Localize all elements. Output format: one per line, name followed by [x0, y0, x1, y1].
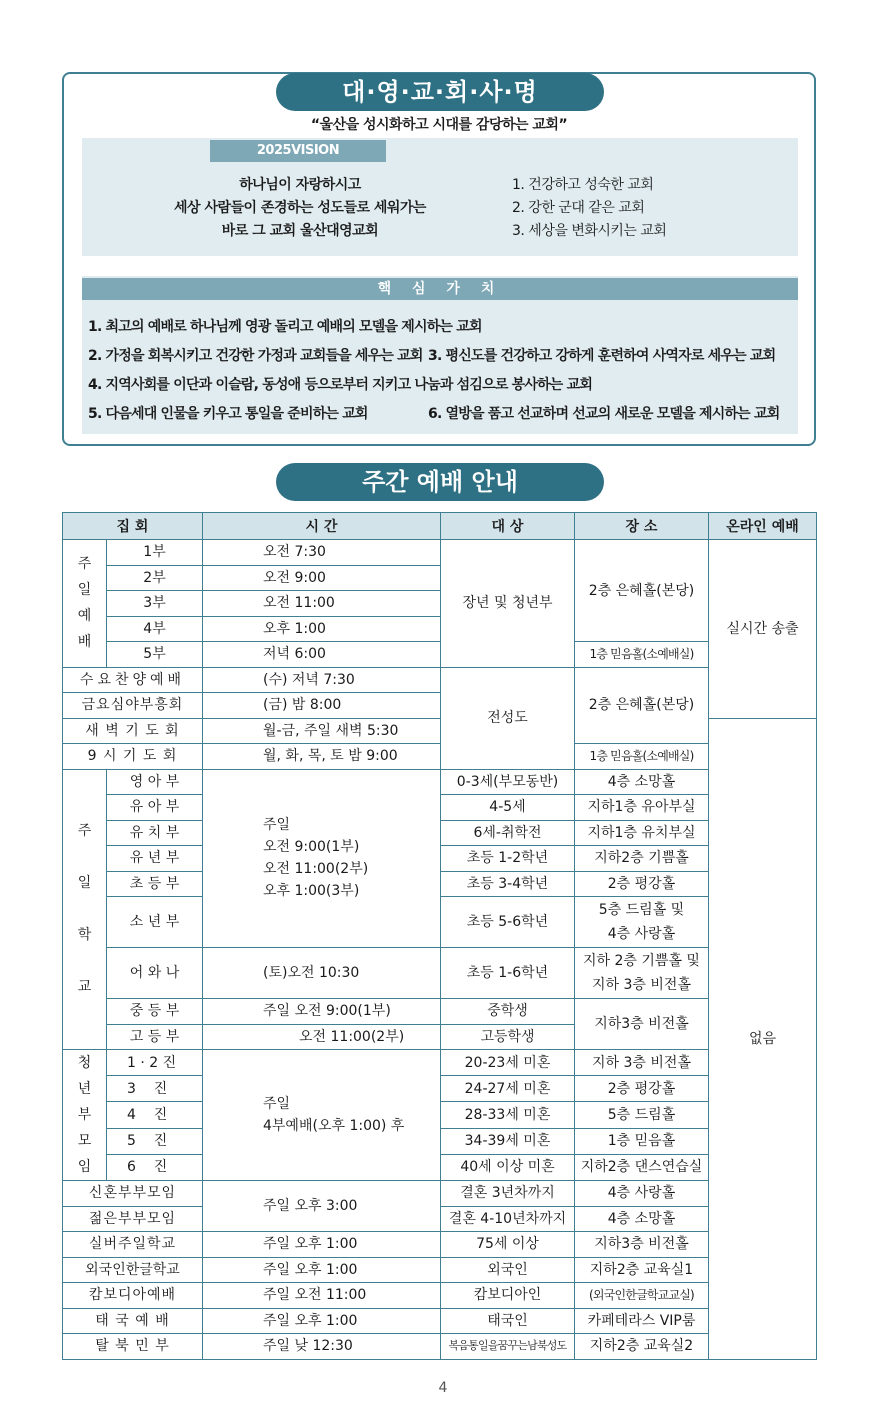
youth-name: 6 진 — [107, 1154, 203, 1180]
core-value: 2. 가정을 회복시키고 건강한 가정과 교회들을 세우는 교회 — [88, 348, 423, 364]
meeting-name: 태 국 예 배 — [63, 1308, 203, 1334]
vision-goal: 3. 세상을 변화시키는 교회 — [512, 223, 667, 239]
service-target: 전성도 — [441, 667, 575, 769]
core-value: 4. 지역사회를 이단과 이슬람, 동성애 등으로부터 지키고 나눔과 섬김으로 봉사하는 교회 — [88, 377, 593, 393]
core-values-title: 핵 심 가 치 — [82, 278, 798, 300]
vision-goals — [512, 174, 666, 243]
department-target: 고등학생 — [441, 1024, 575, 1050]
core-value: 6. 열방을 품고 선교하며 선교의 새로운 모델을 제시하는 교회 — [428, 406, 780, 422]
meeting-target: 외국인 — [441, 1257, 575, 1283]
core-value: 1. 최고의 예배로 하나님께 영광 돌리고 예배의 모델을 제시하는 교회 — [88, 319, 482, 335]
department-target: 중학생 — [441, 999, 575, 1025]
youth-place: 지하 3층 비전홀 — [575, 1050, 709, 1076]
department-place: 2층 평강홀 — [575, 871, 709, 897]
vision-line: 세상 사람들이 존경하는 성도들로 세워가는 — [174, 200, 426, 216]
online-none: 없음 — [709, 718, 817, 1359]
table-row — [63, 1232, 817, 1258]
service-name: 5부 — [107, 642, 203, 668]
meeting-name: 실버주일학교 — [63, 1232, 203, 1258]
table-row — [63, 1283, 817, 1309]
place-line: 4층 사랑홀 — [607, 926, 676, 942]
service-name: 수요찬양예배 — [63, 667, 203, 693]
meeting-name: 캄보디아예배 — [63, 1283, 203, 1309]
vision-statement — [150, 174, 450, 243]
meeting-time: 주일 오후 1:00 — [203, 1257, 441, 1283]
department-target: 초등 5-6학년 — [441, 897, 575, 948]
service-time: 오전 9:00 — [203, 565, 441, 591]
meeting-target: 75세 이상 — [441, 1232, 575, 1258]
department-name: 소 년 부 — [107, 897, 203, 948]
meeting-target: 태국인 — [441, 1308, 575, 1334]
department-place: 지하3층 비전홀 — [575, 999, 709, 1050]
department-place: 4층 소망홀 — [575, 769, 709, 795]
youth-group — [63, 1050, 107, 1181]
table-row — [63, 999, 817, 1025]
youth-time — [203, 1050, 441, 1181]
vision-tag: 2025VISION — [210, 140, 386, 162]
service-name: 9 시 기 도 회 — [63, 744, 203, 770]
service-name: 2부 — [107, 565, 203, 591]
service-time: 저녁 6:00 — [203, 642, 441, 668]
service-time: 월, 화, 목, 토 밤 9:00 — [203, 744, 441, 770]
worship-schedule-table — [62, 512, 817, 1360]
service-name: 3부 — [107, 591, 203, 617]
time-line: 오전 11:00(2부) — [263, 861, 369, 878]
page-number: 4 — [438, 1380, 448, 1396]
department-name: 중 등 부 — [107, 999, 203, 1025]
department-name: 유 아 부 — [107, 795, 203, 821]
department-target: 0-3세(부모동반) — [441, 769, 575, 795]
department-target: 초등 1-2학년 — [441, 846, 575, 872]
youth-name: 1 · 2 진 — [107, 1050, 203, 1076]
school-time: (토)오전 10:30 — [203, 948, 441, 999]
header-place: 장 소 — [575, 513, 709, 540]
table-row — [63, 1257, 817, 1283]
service-time: 오전 7:30 — [203, 540, 441, 566]
meeting-place: 지하2층 교육실2 — [575, 1334, 709, 1360]
meeting-time: 주일 오후 3:00 — [203, 1181, 441, 1232]
department-target: 6세-취학전 — [441, 820, 575, 846]
schedule-title: 주간 예배 안내 — [276, 463, 604, 501]
department-name: 유 치 부 — [107, 820, 203, 846]
youth-target: 24-27세 미혼 — [441, 1076, 575, 1102]
meeting-time: 주일 오후 1:00 — [203, 1232, 441, 1258]
department-name: 유 년 부 — [107, 846, 203, 872]
meeting-place: (외국인한글학교교실) — [575, 1283, 709, 1309]
department-name: 영 아 부 — [107, 769, 203, 795]
service-time: 오후 1:00 — [203, 616, 441, 642]
mission-motto: “울산을 성시화하고 시대를 감당하는 교회” — [310, 117, 568, 133]
service-place: 2층 은혜홀(본당) — [575, 667, 709, 744]
department-name: 어 와 나 — [107, 948, 203, 999]
vision-line: 하나님이 자랑하시고 — [239, 177, 361, 193]
department-target: 초등 3-4학년 — [441, 871, 575, 897]
sunday-school-group — [63, 769, 107, 1050]
vision-goal: 1. 건강하고 성숙한 교회 — [512, 177, 654, 193]
youth-target: 20-23세 미혼 — [441, 1050, 575, 1076]
youth-place: 1층 믿음홀 — [575, 1128, 709, 1154]
youth-name: 4 진 — [107, 1102, 203, 1128]
service-place: 1층 믿음홀(소예배실) — [575, 642, 709, 668]
service-name: 4부 — [107, 616, 203, 642]
department-target: 4-5세 — [441, 795, 575, 821]
table-row — [63, 667, 817, 693]
meeting-time: 주일 낮 12:30 — [203, 1334, 441, 1360]
table-row — [63, 744, 817, 770]
sunday-worship-group — [63, 540, 107, 668]
meeting-place: 지하2층 교육실1 — [575, 1257, 709, 1283]
table-header-row — [63, 513, 817, 540]
header-meeting: 집 회 — [63, 513, 203, 540]
time-line: 오후 1:00(3부) — [263, 883, 360, 900]
group-label: 청년부모임 — [77, 1055, 92, 1175]
core-value: 3. 평신도를 건강하고 강하게 훈련하여 사역자로 세우는 교회 — [428, 348, 776, 364]
table-row — [63, 540, 817, 566]
department-place: 지하2층 기쁨홀 — [575, 846, 709, 872]
meeting-place: 지하3층 비전홀 — [575, 1232, 709, 1258]
department-name: 고 등 부 — [107, 1024, 203, 1050]
service-time: 오전 11:00 — [203, 591, 441, 617]
service-name: 1부 — [107, 540, 203, 566]
meeting-target: 복음통일을꿈꾸는남북성도 — [441, 1334, 575, 1360]
department-target: 초등 1-6학년 — [441, 948, 575, 999]
meeting-place: 카페테라스 VIP룸 — [575, 1308, 709, 1334]
youth-place: 지하2층 댄스연습실 — [575, 1154, 709, 1180]
youth-target: 28-33세 미혼 — [441, 1102, 575, 1128]
meeting-target: 결혼 3년차까지 — [441, 1181, 575, 1207]
meeting-name: 외국인한글학교 — [63, 1257, 203, 1283]
table-row — [63, 1050, 817, 1076]
meeting-place: 4층 소망홀 — [575, 1206, 709, 1232]
service-target: 장년 및 청년부 — [441, 540, 575, 668]
header-online: 온라인 예배 — [709, 513, 817, 540]
youth-target: 40세 이상 미혼 — [441, 1154, 575, 1180]
group-label: 주일예배 — [77, 556, 92, 651]
table-row — [63, 1181, 817, 1207]
youth-place: 2층 평강홀 — [575, 1076, 709, 1102]
header-time: 시 간 — [203, 513, 441, 540]
service-time: (금) 밤 8:00 — [203, 693, 441, 719]
meeting-time: 주일 오후 1:00 — [203, 1308, 441, 1334]
header-target: 대 상 — [441, 513, 575, 540]
service-time: 월-금, 주일 새벽 5:30 — [203, 718, 441, 744]
meeting-time: 주일 오전 11:00 — [203, 1283, 441, 1309]
place-line: 지하 3층 비전홀 — [592, 977, 691, 993]
service-name: 금요심야부흥회 — [63, 693, 203, 719]
meeting-place: 4층 사랑홀 — [575, 1181, 709, 1207]
meeting-target: 결혼 4-10년차까지 — [441, 1206, 575, 1232]
time-line: 4부예배(오후 1:00) 후 — [263, 1118, 405, 1134]
vision-line: 바로 그 교회 울산대영교회 — [221, 223, 379, 239]
online-live: 실시간 송출 — [709, 540, 817, 719]
place-line: 5층 드림홀 및 — [598, 902, 685, 918]
core-value: 5. 다음세대 인물을 키우고 통일을 준비하는 교회 — [88, 406, 368, 422]
meeting-name: 탈 북 민 부 — [63, 1334, 203, 1360]
meeting-name: 젊은부부모임 — [63, 1206, 203, 1232]
school-time — [203, 769, 441, 948]
table-row — [63, 1334, 817, 1360]
department-place — [575, 897, 709, 948]
table-row — [63, 769, 817, 795]
youth-place: 5층 드림홀 — [575, 1102, 709, 1128]
group-label: 주일학교 — [77, 823, 92, 996]
place-line: 지하 2층 기쁨홀 및 — [583, 953, 700, 969]
service-time: (수) 저녁 7:30 — [203, 667, 441, 693]
department-place — [575, 948, 709, 999]
youth-name: 3 진 — [107, 1076, 203, 1102]
department-name: 초 등 부 — [107, 871, 203, 897]
department-place: 지하1층 유치부실 — [575, 820, 709, 846]
service-place: 1층 믿음홀(소예배실) — [575, 744, 709, 770]
youth-name: 5 진 — [107, 1128, 203, 1154]
service-name: 새 벽 기 도 회 — [63, 718, 203, 744]
vision-goal: 2. 강한 군대 같은 교회 — [512, 200, 645, 216]
youth-target: 34-39세 미혼 — [441, 1128, 575, 1154]
table-row — [63, 642, 817, 668]
table-row — [63, 1308, 817, 1334]
time-line: 주일 — [263, 817, 291, 834]
school-time: 주일 오전 9:00(1부) — [203, 999, 441, 1025]
meeting-name: 신혼부부모임 — [63, 1181, 203, 1207]
service-place: 2층 은혜홀(본당) — [575, 540, 709, 642]
time-line: 오전 9:00(1부) — [263, 839, 360, 856]
time-line: 주일 — [263, 1096, 291, 1112]
table-row — [63, 948, 817, 974]
school-time: 오전 11:00(2부) — [203, 1024, 441, 1050]
mission-title: 대·영·교·회·사·명 — [276, 73, 604, 111]
department-place: 지하1층 유아부실 — [575, 795, 709, 821]
meeting-target: 캄보디아인 — [441, 1283, 575, 1309]
